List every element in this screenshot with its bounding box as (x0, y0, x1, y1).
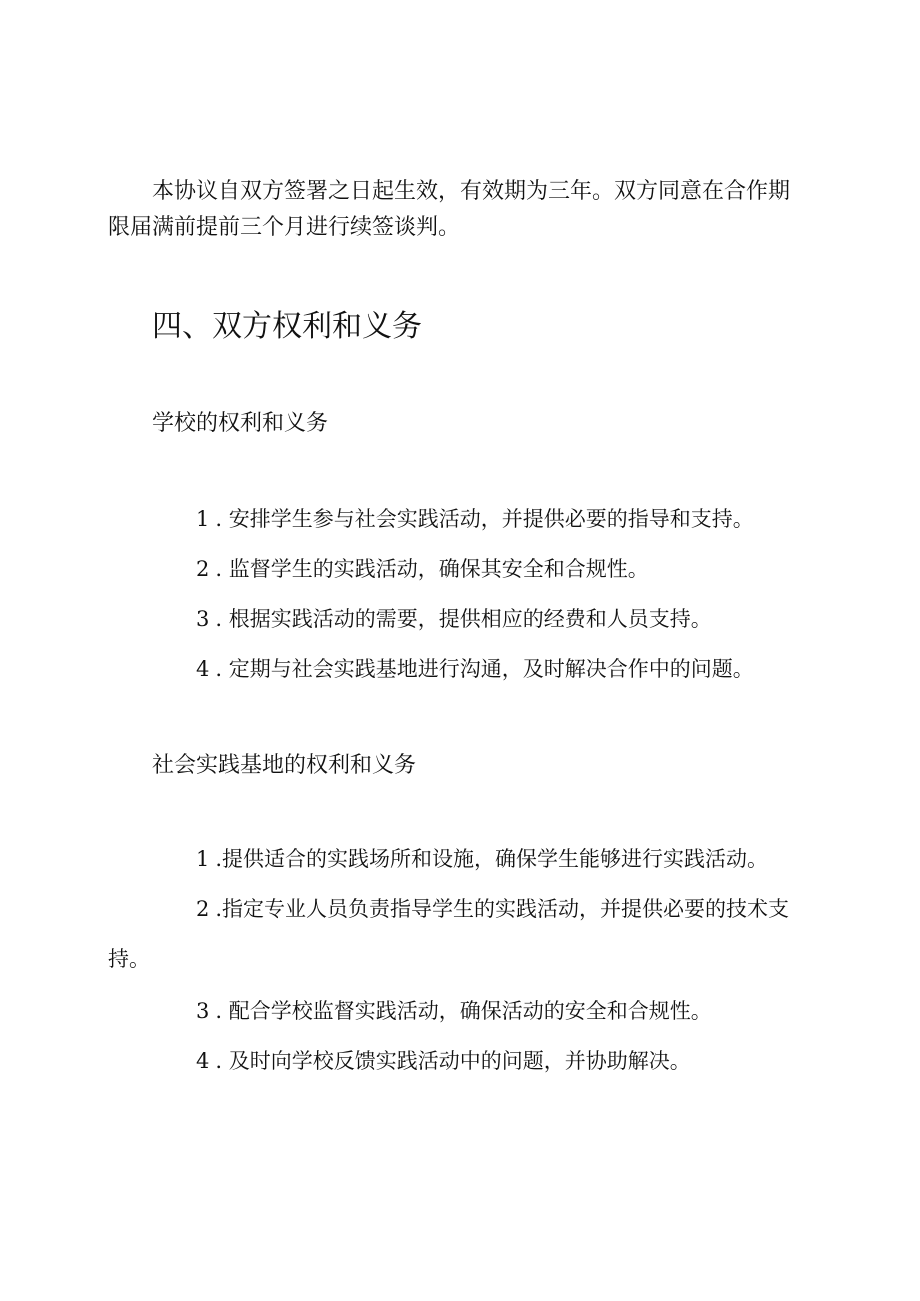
item-number: 2 (196, 557, 210, 581)
item-number: 3 (196, 999, 210, 1023)
item-text: . 定期与社会实践基地进行沟通，及时解决合作中的问题。 (215, 657, 754, 681)
item-number: 4 (196, 1049, 210, 1073)
school-item-3 (108, 594, 808, 644)
base-item-1 (108, 834, 808, 884)
item-number: 1 (196, 847, 210, 871)
base-item-4 (108, 1036, 808, 1086)
item-number: 2 (196, 897, 210, 921)
item-number: 4 (196, 657, 210, 681)
item-number: 3 (196, 607, 210, 631)
item-text: .提供适合的实践场所和设施，确保学生能够进行实践活动。 (215, 847, 769, 871)
school-item-1 (108, 494, 808, 544)
item-text: . 监督学生的实践活动，确保其安全和合规性。 (215, 557, 649, 581)
item-text: .指定专业人员负责指导学生的实践活动，并提供必要的技术支持。 (108, 897, 790, 971)
base-item-3 (108, 986, 808, 1036)
item-text: . 及时向学校反馈实践活动中的问题，并协助解决。 (215, 1049, 691, 1073)
school-item-2 (108, 544, 808, 594)
item-text: . 配合学校监督实践活动，确保活动的安全和合规性。 (215, 999, 712, 1023)
item-text: . 安排学生参与社会实践活动，并提供必要的指导和支持。 (215, 507, 754, 531)
base-subtitle: 社会实践基地的权利和义务 (152, 753, 417, 778)
item-text: . 根据实践活动的需要，提供相应的经费和人员支持。 (215, 607, 712, 631)
base-item-2 (108, 884, 808, 984)
intro-paragraph: 本协议自双方签署之日起生效，有效期为三年。双方同意在合作期限届满前提前三个月进行续签谈判。 (108, 179, 791, 240)
item-number: 1 (196, 507, 210, 531)
section-title: 四、双方权利和义务 (152, 309, 422, 344)
school-item-4 (108, 644, 808, 694)
school-subtitle: 学校的权利和义务 (152, 411, 329, 436)
